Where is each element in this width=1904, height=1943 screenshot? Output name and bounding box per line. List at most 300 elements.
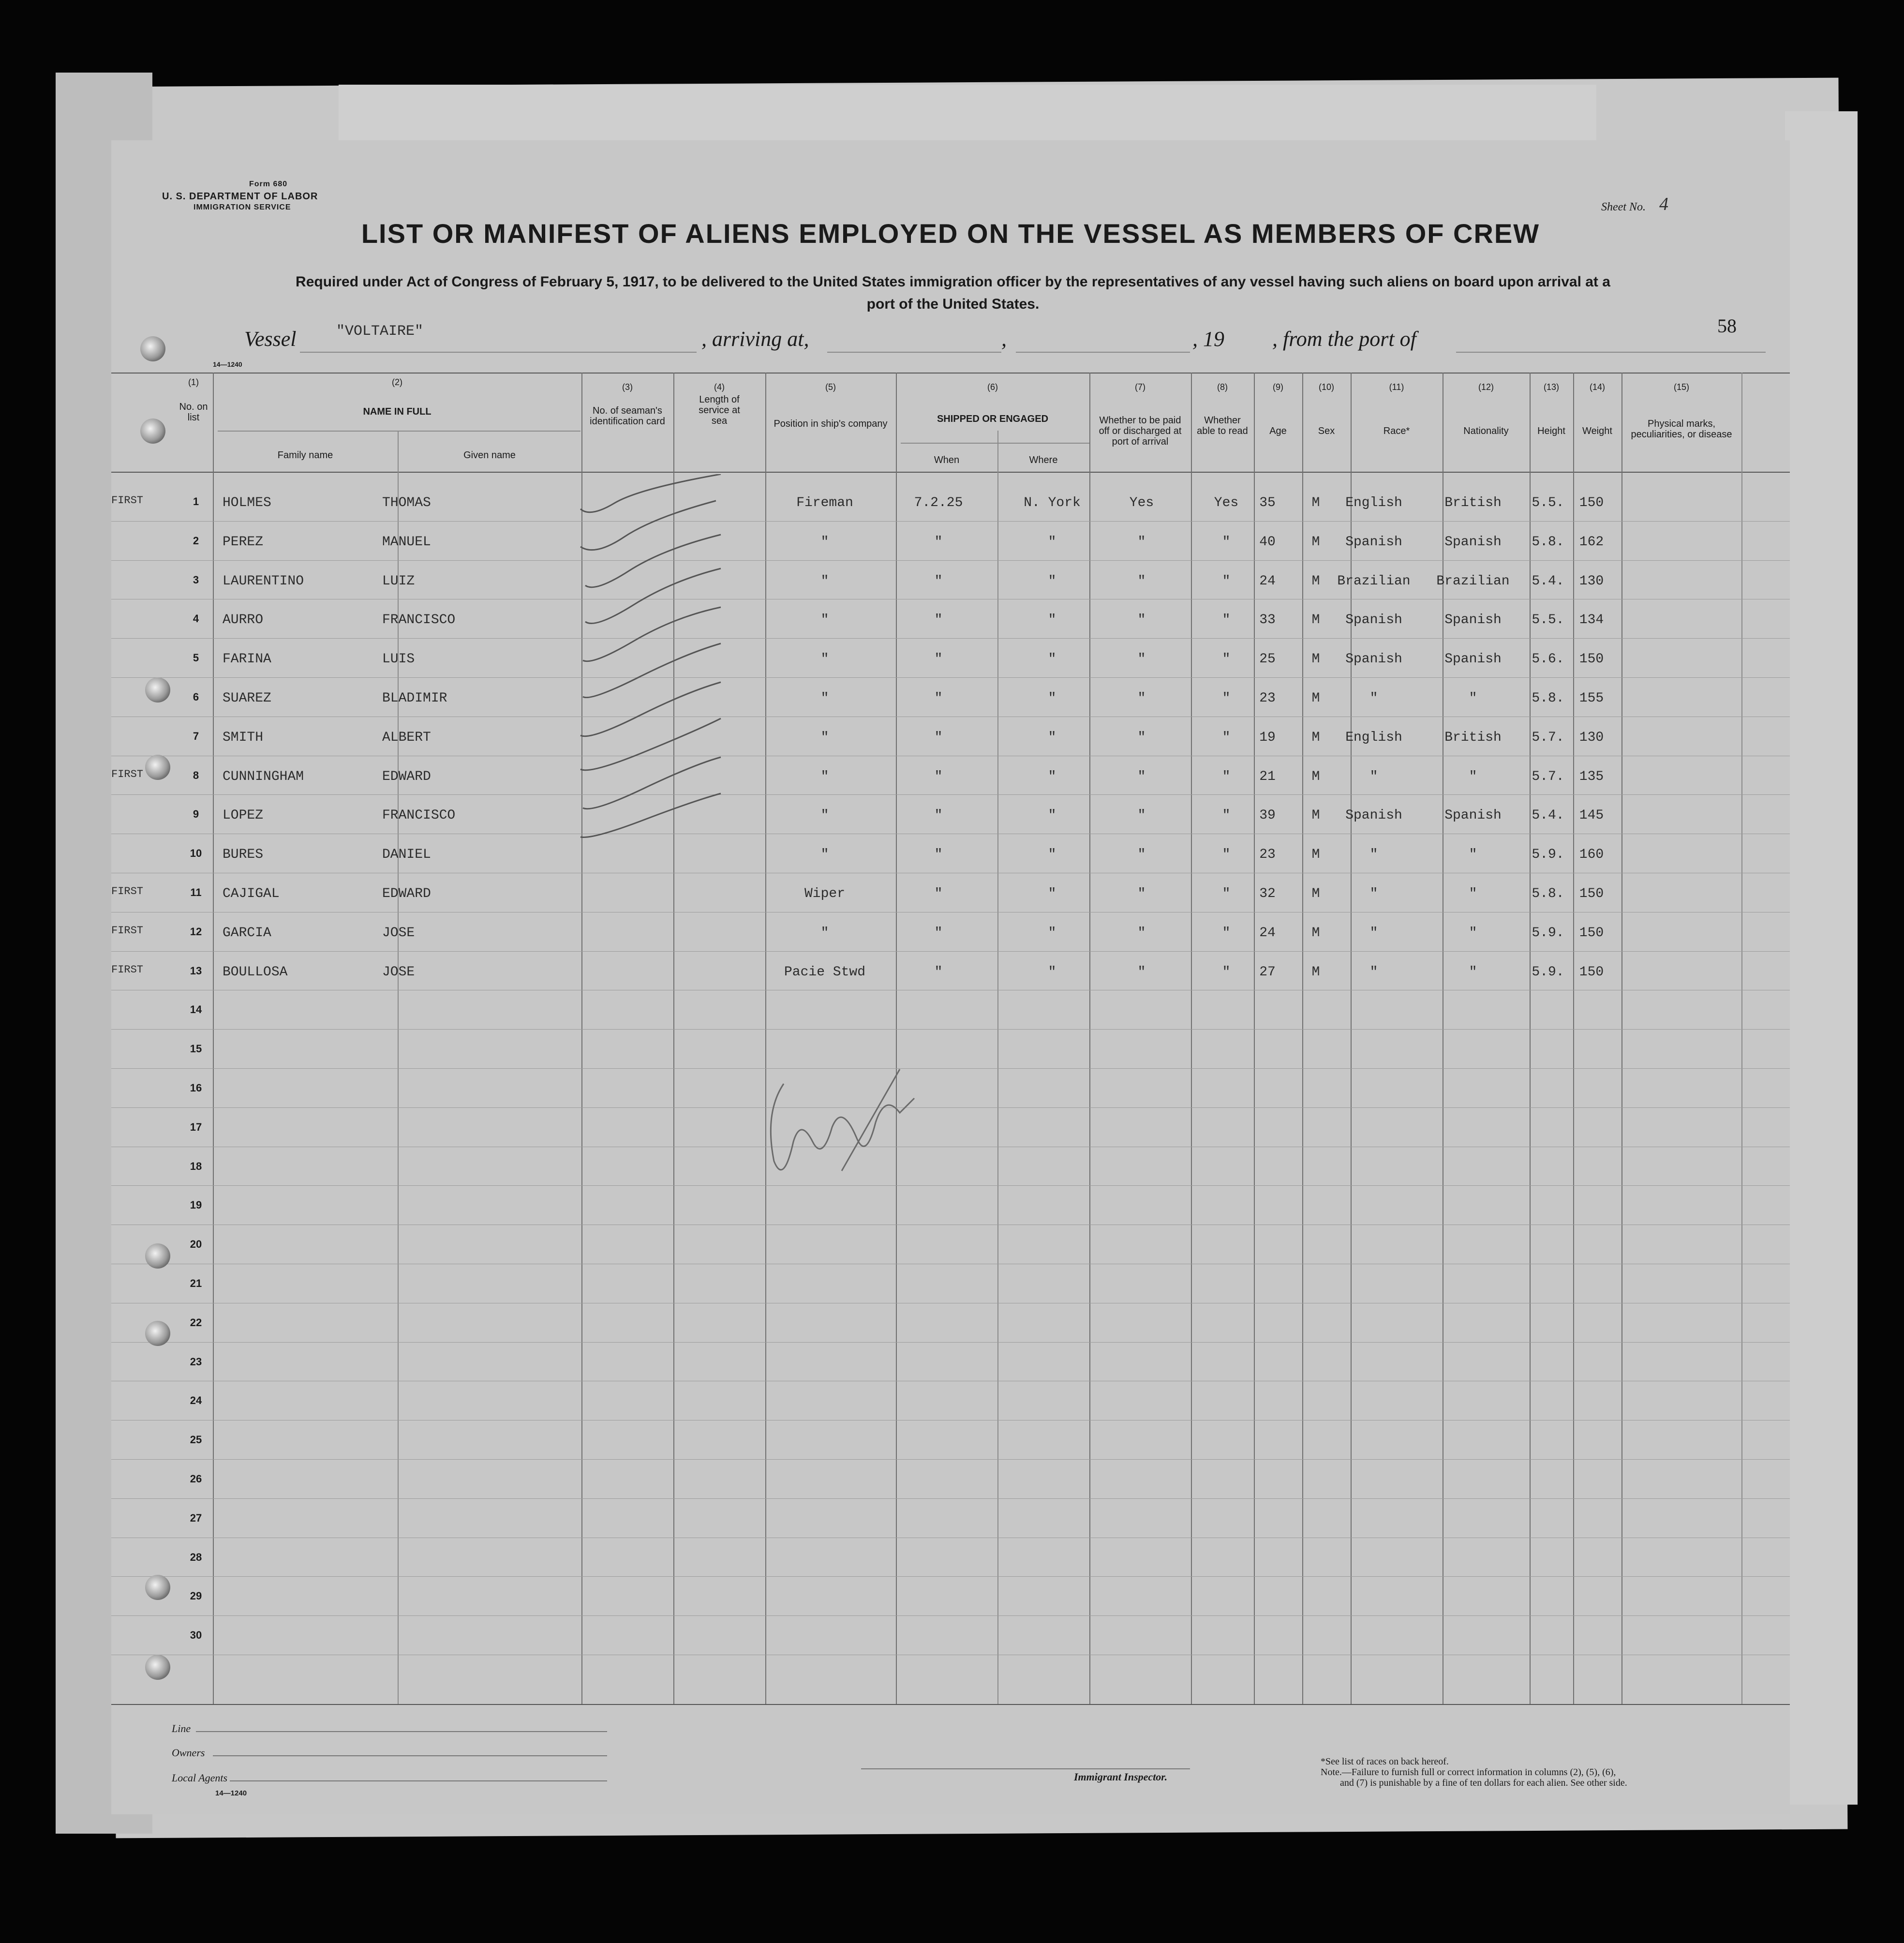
year-label: , 19 [1192,327,1224,351]
cell-nationality: " [1469,769,1477,784]
cell-height: 5.5. [1532,613,1564,628]
col3-header: No. of seaman's identification card [590,405,665,427]
cell-weight: 145 [1579,808,1604,823]
vessel-underline [300,352,697,353]
sheet-label: Sheet No. [1601,201,1646,213]
cell-where: " [1048,964,1056,980]
row-number: 26 [190,1473,202,1485]
cell-family: SMITH [223,730,264,745]
agents-label: Local Agents [172,1772,228,1784]
cell-sex: M [1311,691,1320,706]
cell-race: " [1369,691,1378,706]
col-divider-9 [1302,373,1303,1704]
cell-given: MANUEL [382,534,431,550]
cell-read: " [1222,691,1231,706]
cell-race: " [1369,847,1378,863]
row-number: 23 [190,1355,202,1368]
cell-paid: " [1137,573,1146,589]
signature-scrawl [755,1064,938,1210]
cell-nationality: Spanish [1444,613,1502,628]
table-bottom-border [111,1704,1790,1705]
cell-when: " [934,769,943,784]
id-card-check-marks [561,474,735,842]
cell-height: 5.6. [1532,652,1564,667]
cell-paid: " [1137,769,1146,784]
cell-sex: M [1311,847,1320,863]
col14-header: Weight [1582,426,1612,436]
cell-position: " [820,808,829,823]
cell-where: " [1048,573,1056,589]
cell-sex: M [1311,730,1320,745]
cell-sex: M [1311,769,1320,784]
col6-header: SHIPPED OR ENGAGED [937,414,1049,424]
row-number: 16 [190,1082,202,1094]
class-marker: FIRST [111,924,144,937]
cell-paid: " [1137,925,1146,941]
row-number: 11 [190,886,202,898]
row-number: 1 [193,495,199,508]
cell-where: " [1048,886,1056,901]
vessel-label: Vessel [244,327,297,351]
col2-number: (2) [392,377,402,387]
cell-sex: M [1311,495,1320,510]
cell-race: " [1369,925,1378,941]
col8-header: Whether able to read [1197,415,1248,436]
cell-where: " [1048,613,1056,628]
cell-when: " [934,613,943,628]
col-divider-13 [1573,373,1574,1704]
class-marker: FIRST [111,963,144,976]
cell-where: " [1048,925,1056,941]
cell-read: " [1222,652,1231,667]
col11-header: Race* [1383,426,1410,436]
sheet-number: 4 [1659,194,1668,214]
row-number: 22 [190,1316,202,1329]
col-divider-6 [1089,373,1090,1704]
footnote-note: Note.—Failure to furnish full or correct information in columns (2), (5), (6), [1321,1767,1616,1778]
port-underline [1456,352,1766,353]
cell-weight: 162 [1579,534,1604,550]
cell-height: 5.7. [1532,769,1564,784]
cell-nationality: " [1469,925,1477,941]
punch-hole [145,677,170,702]
cell-position: " [820,573,829,589]
cell-read: " [1222,886,1231,901]
row-rule [111,560,1790,561]
cell-sex: M [1311,964,1320,980]
cell-race: Brazilian [1337,573,1411,589]
col-divider-14 [1621,373,1622,1704]
line-underline [196,1731,607,1732]
cell-given: LUIZ [382,573,415,589]
subtitle-line-2: port of the United States. [866,296,1040,312]
punch-hole [140,418,165,444]
cell-age: 35 [1259,495,1276,510]
col15-number: (15) [1673,382,1689,392]
row-rule [111,638,1790,639]
cell-sex: M [1311,925,1320,941]
row-number: 14 [190,1003,202,1016]
cell-nationality: British [1444,495,1502,510]
cell-weight: 150 [1579,495,1604,510]
arriving-underline [827,352,1001,353]
cell-given: EDWARD [382,769,431,784]
punch-hole [145,1321,170,1346]
col-divider-8 [1254,373,1255,1704]
col-divider-7 [1191,373,1192,1704]
cell-read: Yes [1214,495,1239,510]
row-number: 20 [190,1238,202,1251]
owners-label: Owners [172,1747,205,1759]
cell-when: " [934,886,943,901]
cell-read: " [1222,808,1231,823]
cell-when: " [934,808,943,823]
print-code-top: 14—1240 [213,360,242,368]
cell-when: " [934,925,943,941]
cell-family: CUNNINGHAM [223,769,304,784]
cell-sex: M [1311,886,1320,901]
col9-number: (9) [1273,382,1283,392]
cell-position: Fireman [796,495,853,510]
from-port-label: , from the port of [1272,327,1416,351]
row-rule [111,1029,1790,1030]
cell-read: " [1222,769,1231,784]
cell-given: BLADIMIR [382,691,447,706]
cell-weight: 150 [1579,925,1604,941]
cell-weight: 130 [1579,730,1604,745]
cell-when: " [934,652,943,667]
col-divider-1 [213,373,214,1704]
cell-height: 5.9. [1532,964,1564,980]
cell-paid: " [1137,613,1146,628]
cell-read: " [1222,925,1231,941]
row-rule [111,677,1790,678]
cell-age: 39 [1259,808,1276,823]
cell-weight: 160 [1579,847,1604,863]
cell-position: Wiper [804,886,845,901]
row-rule [111,794,1790,795]
cell-paid: " [1137,691,1146,706]
cell-race: " [1369,886,1378,901]
cell-sex: M [1311,613,1320,628]
table-header-border [111,472,1790,473]
cell-when: " [934,573,943,589]
cell-position: " [820,691,829,706]
cell-nationality: Brazilian [1436,573,1510,589]
form-number: Form 680 [249,180,288,188]
cell-nationality: " [1469,691,1477,706]
cell-paid: " [1137,847,1146,863]
row-number: 3 [193,573,199,586]
cell-paid: " [1137,652,1146,667]
row-rule [111,1342,1790,1343]
form-title: LIST OR MANIFEST OF ALIENS EMPLOYED ON THE VESSEL AS MEMBERS OF CREW [361,218,1540,249]
cell-height: 5.8. [1532,691,1564,706]
cell-family: AURRO [223,613,264,628]
cell-position: " [820,847,829,863]
inspector-label: Immigrant Inspector. [1074,1771,1168,1783]
row-number: 7 [193,730,199,742]
cell-age: 19 [1259,730,1276,745]
cell-age: 27 [1259,964,1276,980]
punch-hole [145,1243,170,1269]
col2-family-header: Family name [277,450,333,461]
table-top-border [111,373,1790,374]
col-divider-4 [765,373,766,1704]
cell-position: " [820,534,829,550]
col6-where-header: Where [1029,455,1058,465]
col4-header: Length of service at sea [699,394,740,426]
row-rule [111,1615,1790,1616]
cell-weight: 150 [1579,886,1604,901]
vessel-name: "VOLTAIRE" [336,323,424,340]
row-number: 5 [193,652,199,664]
cell-given: JOSE [382,925,415,941]
cell-age: 24 [1259,573,1276,589]
cell-read: " [1222,573,1231,589]
owners-underline [213,1755,607,1756]
print-code-bottom: 14—1240 [215,1789,247,1797]
row-number: 9 [193,808,199,821]
footnote-races: *See list of races on back hereof. [1321,1756,1449,1767]
row-rule [111,1459,1790,1460]
col-divider-15 [1741,373,1742,1704]
cell-nationality: " [1469,964,1477,980]
col6-number: (6) [987,382,998,392]
cell-weight: 135 [1579,769,1604,784]
agents-underline [230,1780,607,1781]
col-divider-12 [1530,373,1531,1704]
cell-where: " [1048,847,1056,863]
cell-height: 5.8. [1532,534,1564,550]
department-label: U. S. DEPARTMENT OF LABOR [162,191,318,202]
col10-header: Sex [1318,426,1335,436]
cell-sex: M [1311,808,1320,823]
col13-number: (13) [1543,382,1559,392]
row-number: 10 [190,847,202,860]
row-number: 8 [193,769,199,781]
cell-position: " [820,613,829,628]
cell-sex: M [1311,652,1320,667]
name-subheader-line [218,431,580,432]
manifest-sheet [111,140,1790,1814]
cell-weight: 150 [1579,964,1604,980]
service-label: IMMIGRATION SERVICE [193,203,291,211]
class-marker: FIRST [111,768,144,780]
row-number: 4 [193,613,199,625]
underlying-right-sheet [1785,111,1858,1805]
row-number: 29 [190,1590,202,1602]
col2-given-header: Given name [463,450,516,461]
row-number: 21 [190,1277,202,1289]
col12-header: Nationality [1463,426,1509,436]
row-number: 13 [190,964,202,977]
row-number: 12 [190,925,202,938]
col3-number: (3) [622,382,633,392]
cell-age: 24 [1259,925,1276,941]
cell-sex: M [1311,573,1320,589]
row-rule [111,1185,1790,1186]
row-rule [111,1498,1790,1499]
cell-family: HOLMES [223,495,271,510]
cell-age: 33 [1259,613,1276,628]
cell-height: 5.8. [1532,886,1564,901]
cell-height: 5.4. [1532,573,1564,589]
row-number: 18 [190,1160,202,1172]
shipped-subheader-line [901,443,1089,444]
col5-number: (5) [825,382,836,392]
row-number: 19 [190,1199,202,1211]
class-marker: FIRST [111,494,144,507]
cell-age: 23 [1259,847,1276,863]
cell-where: " [1048,691,1056,706]
cell-nationality: " [1469,886,1477,901]
cell-nationality: Spanish [1444,534,1502,550]
arriving-comma: , [1001,327,1007,351]
inspector-underline [861,1768,1190,1769]
cell-race: Spanish [1345,613,1402,628]
col1-number: (1) [188,377,199,387]
date-underline [1016,352,1190,353]
col11-number: (11) [1389,382,1404,392]
cell-family: GARCIA [223,925,271,941]
cell-family: BURES [223,847,264,863]
cell-weight: 134 [1579,613,1604,628]
cell-where: N. York [1024,495,1081,510]
cell-race: Spanish [1345,808,1402,823]
cell-paid: " [1137,808,1146,823]
cell-age: 32 [1259,886,1276,901]
col6-when-header: When [934,455,960,465]
cell-family: LAURENTINO [223,573,304,589]
col-divider-5 [896,373,897,1704]
cell-race: Spanish [1345,534,1402,550]
arriving-label: , arriving at, [701,327,809,351]
cell-race: Spanish [1345,652,1402,667]
cell-paid: " [1137,534,1146,550]
cell-given: THOMAS [382,495,431,510]
col5-header: Position in ship's company [774,418,888,429]
class-marker: FIRST [111,885,144,897]
cell-age: 23 [1259,691,1276,706]
col15-header: Physical marks, peculiarities, or disease [1631,418,1732,440]
row-rule [111,1107,1790,1108]
cell-position: " [820,769,829,784]
punch-hole [140,336,165,361]
cell-read: " [1222,964,1231,980]
cell-where: " [1048,808,1056,823]
punch-hole [145,1655,170,1680]
col8-number: (8) [1217,382,1228,392]
cell-position: " [820,652,829,667]
cell-age: 25 [1259,652,1276,667]
row-rule [111,951,1790,952]
cell-family: BOULLOSA [223,964,288,980]
cell-when: 7.2.25 [914,495,963,510]
cell-weight: 130 [1579,573,1604,589]
col7-header: Whether to be paid off or discharged at port of arrival [1099,415,1182,447]
col4-number: (4) [714,382,725,392]
cell-height: 5.5. [1532,495,1564,510]
cell-position: Pacie Stwd [784,964,866,980]
row-number: 27 [190,1511,202,1524]
cell-paid: " [1137,886,1146,901]
cell-given: DANIEL [382,847,431,863]
cell-height: 5.4. [1532,808,1564,823]
row-number: 30 [190,1629,202,1642]
col9-header: Age [1269,426,1287,436]
punch-hole [145,755,170,780]
cell-when: " [934,534,943,550]
cell-where: " [1048,652,1056,667]
col7-number: (7) [1135,382,1145,392]
cell-read: " [1222,613,1231,628]
cell-family: LOPEZ [223,808,264,823]
row-number: 2 [193,534,199,547]
cell-nationality: " [1469,847,1477,863]
col-divider-10 [1351,373,1352,1704]
row-number: 28 [190,1551,202,1563]
row-number: 6 [193,691,199,703]
subtitle [218,271,1688,315]
col-divider-6a [997,431,998,1704]
cell-given: LUIS [382,652,415,667]
cell-read: " [1222,847,1231,863]
cell-given: FRANCISCO [382,808,456,823]
col10-number: (10) [1318,382,1334,392]
cell-height: 5.7. [1532,730,1564,745]
cell-race: " [1369,964,1378,980]
cell-family: CAJIGAL [223,886,280,901]
cell-position: " [820,730,829,745]
cell-paid: " [1137,964,1146,980]
cell-age: 40 [1259,534,1276,550]
cell-paid: Yes [1129,495,1154,510]
cell-paid: " [1137,730,1146,745]
cell-given: ALBERT [382,730,431,745]
cell-race: English [1345,495,1402,510]
cell-weight: 155 [1579,691,1604,706]
col1-header: No. on list [179,402,208,423]
cell-family: PEREZ [223,534,264,550]
row-number: 15 [190,1043,202,1055]
row-rule [111,1068,1790,1069]
cell-race: English [1345,730,1402,745]
row-number: 17 [190,1121,202,1133]
col13-header: Height [1537,426,1565,436]
cell-family: FARINA [223,652,271,667]
cell-race: " [1369,769,1378,784]
cell-given: JOSE [382,964,415,980]
line-label: Line [172,1722,191,1734]
cell-given: FRANCISCO [382,613,456,628]
punch-hole [145,1575,170,1600]
cell-where: " [1048,534,1056,550]
row-number: 25 [190,1434,202,1446]
col2-header: NAME IN FULL [363,406,431,417]
col12-number: (12) [1478,382,1494,392]
cell-where: " [1048,730,1056,745]
cell-sex: M [1311,534,1320,550]
cell-nationality: Spanish [1444,652,1502,667]
cell-nationality: British [1444,730,1502,745]
cell-read: " [1222,730,1231,745]
cell-height: 5.9. [1532,847,1564,863]
cell-family: SUAREZ [223,691,271,706]
cell-weight: 150 [1579,652,1604,667]
col14-number: (14) [1589,382,1605,392]
page-number: 58 [1717,315,1737,337]
